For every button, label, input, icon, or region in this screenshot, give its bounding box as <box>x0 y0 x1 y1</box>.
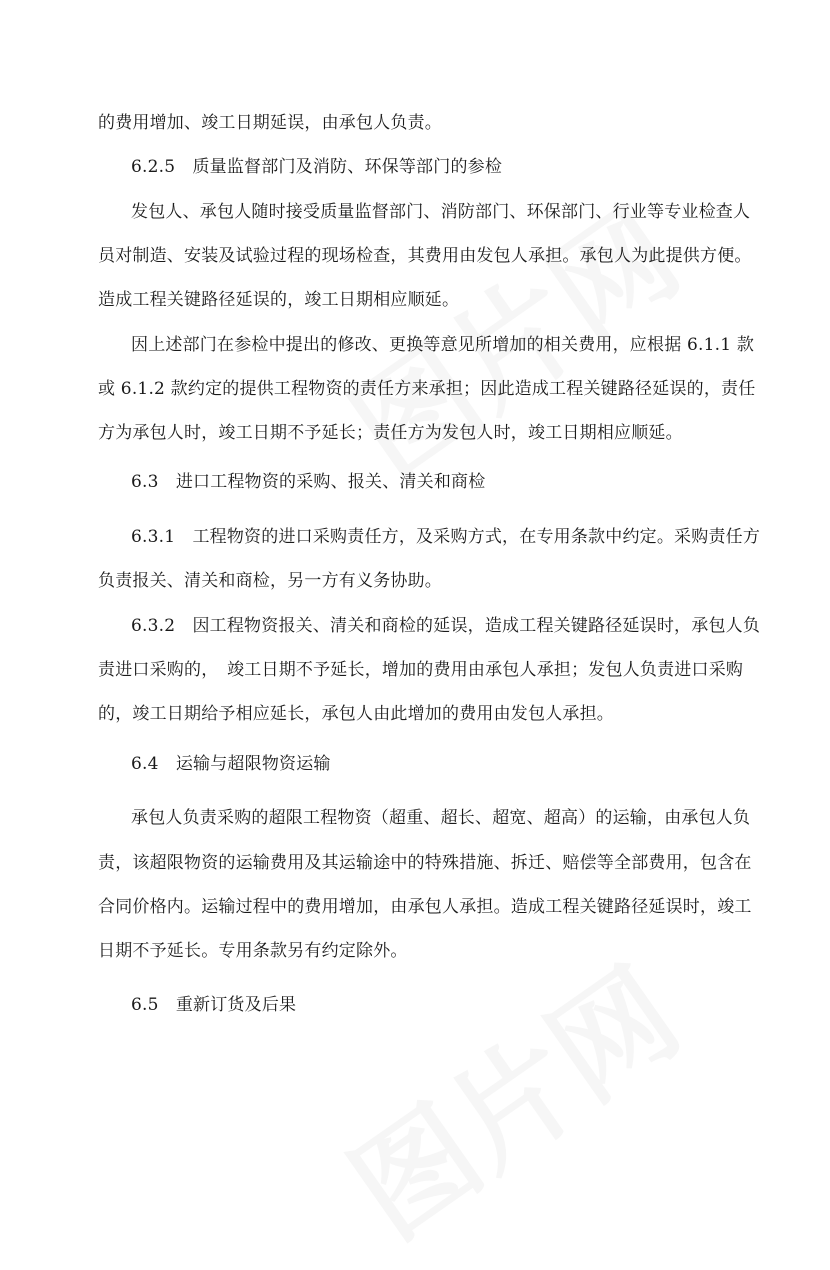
paragraph-line: 员对制造、安装及试验过程的现场检查，其费用由发包人承担。承包人为此提供方便。 <box>98 246 752 266</box>
paragraph-line: 发包人、承包人随时接受质量监督部门、消防部门、环保部门、行业等专业检查人 <box>131 202 751 222</box>
paragraph-line: 日期不予延长。专用条款另有约定除外。 <box>98 941 408 961</box>
paragraph-line: 因上述部门在参检中提出的修改、更换等意见所增加的相关费用，应根据 6.1.1 款 <box>131 335 755 355</box>
paragraph-line: 责进口采购的， 竣工日期不予延长，增加的费用由承包人承担；发包人负责进口采购 <box>98 660 744 680</box>
section-heading-6-2-5: 6.2.5 质量监督部门及消防、环保等部门的参检 <box>131 157 503 177</box>
paragraph-line: 的，竣工日期给予相应延长，承包人由此增加的费用由发包人承担。 <box>98 704 614 724</box>
section-heading-6-5: 6.5 重新订货及后果 <box>131 995 297 1015</box>
paragraph-line: 负责报关、清关和商检，另一方有义务协助。 <box>98 571 442 591</box>
paragraph-line: 或 6.1.2 款约定的提供工程物资的责任方来承担；因此造成工程关键路径延误的，责任 <box>98 379 756 399</box>
section-heading-6-3: 6.3 进口工程物资的采购、报关、清关和商检 <box>131 472 486 492</box>
paragraph-line: 6.3.1 工程物资的进口采购责任方，及采购方式，在专用条款中约定。采购责任方 <box>131 527 761 547</box>
paragraph-line: 合同价格内。运输过程中的费用增加，由承包人承担。造成工程关键路径延误时，竣工 <box>98 897 752 917</box>
watermark <box>313 922 707 1269</box>
paragraph-line: 的费用增加、竣工日期延误，由承包人负责。 <box>98 113 442 133</box>
section-heading-6-4: 6.4 运输与超限物资运输 <box>131 754 331 774</box>
paragraph-line: 方为承包人时，竣工日期不予延长；责任方为发包人时，竣工日期相应顺延。 <box>98 423 683 443</box>
paragraph-line: 承包人负责采购的超限工程物资（超重、超长、超宽、超高）的运输，由承包人负 <box>131 808 751 828</box>
paragraph-line: 责，该超限物资的运输费用及其运输途中的特殊措施、拆迁、赔偿等全部费用，包含在 <box>98 853 752 873</box>
paragraph-line: 6.3.2 因工程物资报关、清关和商检的延误，造成工程关键路径延误时，承包人负 <box>131 616 761 636</box>
paragraph-line: 造成工程关键路径延误的，竣工日期相应顺延。 <box>98 290 460 310</box>
